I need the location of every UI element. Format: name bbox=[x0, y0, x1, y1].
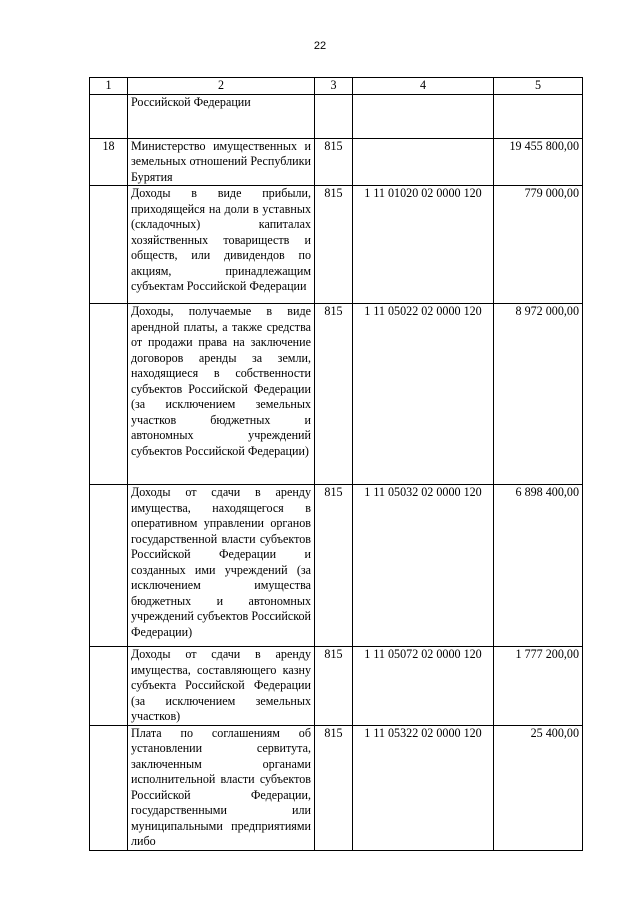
page-number: 22 bbox=[313, 40, 327, 52]
table-header-row bbox=[90, 78, 583, 95]
row-admin-code bbox=[315, 94, 353, 138]
row-number bbox=[90, 485, 128, 647]
row-number bbox=[90, 647, 128, 726]
row-name: Российской Федерации bbox=[128, 94, 315, 138]
row-admin-code: 815 bbox=[315, 647, 353, 726]
row-number bbox=[90, 186, 128, 304]
column-header-1: 1 bbox=[90, 78, 128, 95]
row-number: 18 bbox=[90, 138, 128, 186]
table-row bbox=[90, 725, 583, 850]
row-name: Министерство имущественных и земельных отношений Республики Бурятия bbox=[128, 138, 315, 186]
row-admin-code: 815 bbox=[315, 485, 353, 647]
row-revenue-code bbox=[353, 94, 494, 138]
table-row bbox=[90, 485, 583, 647]
table-row bbox=[90, 304, 583, 485]
row-revenue-code: 1 11 05022 02 0000 120 bbox=[353, 304, 494, 485]
row-revenue-code bbox=[353, 138, 494, 186]
row-amount: 8 972 000,00 bbox=[494, 304, 583, 485]
row-revenue-code: 1 11 01020 02 0000 120 bbox=[353, 186, 494, 304]
row-amount: 1 777 200,00 bbox=[494, 647, 583, 726]
column-header-4: 4 bbox=[353, 78, 494, 95]
row-number bbox=[90, 94, 128, 138]
column-header-2: 2 bbox=[128, 78, 315, 95]
row-name: Плата по соглашениям об установлении сервитута, заключенным органами исполнительной власти субъектов Российской Федерации, государственными или муниципальными предприятиями либо bbox=[128, 725, 315, 850]
row-revenue-code: 1 11 05322 02 0000 120 bbox=[353, 725, 494, 850]
column-header-5: 5 bbox=[494, 78, 583, 95]
row-amount: 25 400,00 bbox=[494, 725, 583, 850]
row-name: Доходы от сдачи в аренду имущества, составляющего казну субъекта Российской Федерации (за исключением земельных участков) bbox=[128, 647, 315, 726]
row-number bbox=[90, 304, 128, 485]
row-name: Доходы, получаемые в виде арендной платы, а также средства от продажи права на заключение договоров аренды за земли, находящиеся в собственности субъектов Российской Федерации (за исключением земельных участков бюджетных и автономных учреждений субъектов Российской Федерации) bbox=[128, 304, 315, 485]
row-revenue-code: 1 11 05072 02 0000 120 bbox=[353, 647, 494, 726]
row-amount: 6 898 400,00 bbox=[494, 485, 583, 647]
row-amount bbox=[494, 94, 583, 138]
table-row bbox=[90, 647, 583, 726]
row-admin-code: 815 bbox=[315, 725, 353, 850]
revenue-table bbox=[89, 77, 583, 851]
row-name: Доходы от сдачи в аренду имущества, находящегося в оперативном управлении органов государственной власти субъектов Российской Федерации и созданных ими учреждений (за исключением имущества бюджетных и автономных учреждений субъектов Российской Федерации) bbox=[128, 485, 315, 647]
row-admin-code: 815 bbox=[315, 186, 353, 304]
row-number bbox=[90, 725, 128, 850]
row-amount: 19 455 800,00 bbox=[494, 138, 583, 186]
row-name: Доходы в виде прибыли, приходящейся на доли в уставных (складочных) капиталах хозяйственных товариществ и обществ, или дивидендов по акциям, принадлежащим субъектам Российской Федерации bbox=[128, 186, 315, 304]
table-row bbox=[90, 138, 583, 186]
table-row bbox=[90, 94, 583, 138]
column-header-3: 3 bbox=[315, 78, 353, 95]
table-row bbox=[90, 186, 583, 304]
row-amount: 779 000,00 bbox=[494, 186, 583, 304]
row-admin-code: 815 bbox=[315, 304, 353, 485]
row-admin-code: 815 bbox=[315, 138, 353, 186]
row-revenue-code: 1 11 05032 02 0000 120 bbox=[353, 485, 494, 647]
